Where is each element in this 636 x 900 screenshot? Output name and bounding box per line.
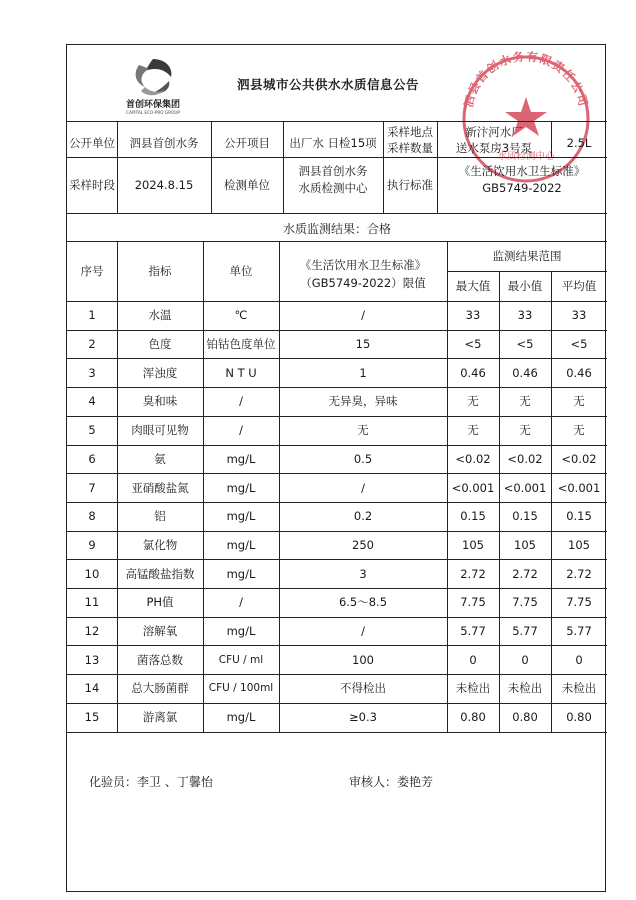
logo-name: 首创环保集团 — [125, 100, 181, 110]
header-limit-line1: 《生活饮用水卫生标准》 — [299, 258, 427, 272]
result-summary: 水质监测结果：合格 — [282, 222, 391, 236]
cell-no: 5 — [88, 423, 96, 438]
grid-line — [67, 157, 607, 158]
page-title: 泗县城市公共供水水质信息公告 — [237, 77, 420, 92]
cell-unit: mg/L — [226, 710, 256, 725]
cell-limit: / — [361, 308, 365, 323]
cell-unit: mg/L — [226, 480, 256, 495]
label-item: 公开项目 — [224, 136, 270, 150]
cell-min: <0.02 — [507, 451, 543, 466]
swirl-logo-icon — [136, 59, 172, 95]
cell-unit: N T U — [225, 365, 257, 380]
label-sample-place: 采样地点 — [387, 125, 433, 139]
cell-unit: CFU / ml — [218, 653, 264, 666]
cell-avg: <0.001 — [557, 480, 601, 495]
header-no: 序号 — [80, 264, 104, 278]
test-org-line1: 泗县首创水务 — [298, 164, 368, 178]
cell-avg: 0 — [575, 652, 583, 667]
cell-avg: 33 — [571, 308, 587, 323]
cell-min: 0.46 — [512, 365, 538, 380]
cell-max: 2.72 — [460, 566, 486, 581]
cell-min: 7.75 — [512, 595, 538, 610]
header-range: 监测结果范围 — [492, 249, 562, 263]
cell-min: 2.72 — [512, 566, 538, 581]
cell-min: 无 — [519, 394, 531, 409]
cell-limit: 无 — [357, 423, 369, 438]
cell-no: 8 — [88, 509, 96, 524]
cell-no: 4 — [88, 394, 96, 409]
seal-text-top: 泗县首创水务有限责任公司 — [461, 49, 591, 109]
cell-indicator: 臭和味 — [142, 394, 178, 409]
cell-no: 12 — [84, 624, 100, 639]
cell-max: 无 — [467, 423, 479, 438]
cell-no: 3 — [88, 365, 96, 380]
cell-avg: <5 — [570, 337, 588, 352]
cell-avg: 7.75 — [566, 595, 592, 610]
cell-avg: 0.15 — [566, 509, 592, 524]
cell-min: 无 — [519, 423, 531, 438]
cell-min: 33 — [517, 308, 533, 323]
cell-indicator: 总大肠菌群 — [131, 681, 189, 696]
cell-avg: 2.72 — [566, 566, 592, 581]
cell-limit: 100 — [352, 652, 374, 667]
cell-avg: 0.46 — [566, 365, 592, 380]
cell-min: 0.80 — [512, 710, 538, 725]
cell-avg: 105 — [568, 537, 590, 552]
cell-limit: 0.5 — [353, 451, 373, 466]
cell-no: 10 — [84, 566, 100, 581]
cell-max: 105 — [462, 537, 484, 552]
cell-no: 15 — [84, 710, 100, 725]
cell-max: 0.46 — [460, 365, 486, 380]
cell-min: 0.15 — [512, 509, 538, 524]
cell-unit: 铂钴色度单位 — [206, 337, 276, 352]
standard-line2: GB5749-2022 — [482, 181, 562, 195]
cell-unit: mg/L — [226, 451, 256, 466]
cell-unit: mg/L — [226, 509, 256, 524]
cell-limit: 15 — [355, 337, 371, 352]
grid-line — [67, 732, 607, 733]
cell-avg: 无 — [573, 423, 585, 438]
cell-min: 未检出 — [507, 681, 543, 696]
logo-subtitle: CAPITAL ECO-PRO GROUP — [126, 110, 180, 115]
cell-min: <5 — [516, 337, 534, 352]
standard-line1: 《生活饮用水卫生标准》 — [458, 164, 586, 178]
cell-min: 105 — [514, 537, 536, 552]
header-indicator: 指标 — [148, 264, 172, 278]
cell-no: 1 — [88, 308, 96, 323]
cell-no: 14 — [84, 681, 100, 696]
cell-unit: / — [239, 595, 243, 610]
header-limit-line2: （GB5749-2022）限值 — [300, 276, 426, 290]
label-standard: 执行标准 — [387, 178, 433, 192]
cell-avg: 未检出 — [561, 681, 597, 696]
cell-limit: 不得检出 — [340, 681, 386, 696]
cell-limit: 3 — [359, 566, 367, 581]
cell-limit: 1 — [359, 365, 367, 380]
cell-avg: 0.80 — [566, 710, 592, 725]
seal-text-bottom: 水质检测中心 — [497, 151, 555, 162]
cell-max: 0 — [469, 652, 477, 667]
label-publisher: 公开单位 — [69, 136, 115, 150]
cell-no: 11 — [84, 595, 100, 610]
test-org-line2: 水质检测中心 — [298, 181, 368, 195]
cell-indicator: 高锰酸盐指数 — [125, 566, 195, 581]
cell-avg: <0.02 — [561, 451, 597, 466]
cell-indicator: 菌落总数 — [137, 652, 183, 667]
cell-min: <0.001 — [503, 480, 547, 495]
label-sample-time: 采样时段 — [69, 178, 115, 192]
header-max: 最大值 — [455, 279, 491, 293]
cell-unit: mg/L — [226, 566, 256, 581]
item-value: 出厂水 日检15项 — [289, 136, 377, 150]
cell-limit: / — [361, 624, 365, 639]
cell-limit: 6.5～8.5 — [338, 595, 388, 610]
cell-indicator: 游离氯 — [142, 710, 178, 725]
cell-indicator: 肉眼可见物 — [131, 423, 189, 438]
cell-indicator: 铝 — [154, 509, 166, 524]
cell-max: 无 — [467, 394, 479, 409]
cell-max: 7.75 — [460, 595, 486, 610]
cell-limit: 无异臭，异味 — [328, 394, 398, 409]
cell-no: 6 — [88, 451, 96, 466]
cell-unit: mg/L — [226, 537, 256, 552]
cell-limit: ≥0.3 — [349, 710, 377, 725]
cell-min: 5.77 — [512, 624, 538, 639]
cell-limit: / — [361, 480, 365, 495]
cell-no: 2 — [88, 337, 96, 352]
cell-no: 9 — [88, 537, 96, 552]
cell-max: 未检出 — [455, 681, 491, 696]
notice-sheet — [66, 44, 606, 892]
cell-avg: 无 — [573, 394, 585, 409]
cell-no: 13 — [84, 652, 100, 667]
cell-indicator: PH值 — [146, 595, 174, 610]
cell-max: 0.80 — [460, 710, 486, 725]
cell-unit: / — [239, 423, 243, 438]
cell-unit: mg/L — [226, 624, 256, 639]
cell-unit: ℃ — [234, 308, 248, 323]
sample-quantity: 2.5L — [566, 136, 592, 150]
cell-max: <5 — [464, 337, 482, 352]
grid-line — [67, 213, 607, 214]
cell-indicator: 溶解氧 — [142, 624, 178, 639]
reviewer-signature: 审核人：娄艳芳 — [349, 775, 434, 789]
label-sample-quantity: 采样数量 — [387, 141, 433, 155]
sample-time-value: 2024.8.15 — [134, 178, 194, 192]
sample-place-line2: 送水泵房3号泵 — [455, 141, 533, 155]
cell-max: 33 — [465, 308, 481, 323]
company-logo — [115, 55, 191, 115]
cell-no: 7 — [88, 480, 96, 495]
header-unit: 单位 — [229, 264, 253, 278]
sample-place-line1: 新汴河水厂 — [465, 125, 523, 139]
cell-unit: / — [239, 394, 243, 409]
cell-indicator: 水温 — [148, 308, 172, 323]
cell-indicator: 氨 — [154, 451, 166, 466]
tester-signature: 化验员：李卫 、丁馨怡 — [89, 775, 213, 789]
cell-indicator: 色度 — [148, 337, 172, 352]
cell-limit: 0.2 — [353, 509, 373, 524]
header-min: 最小值 — [507, 279, 543, 293]
cell-max: 0.15 — [460, 509, 486, 524]
header-avg: 平均值 — [561, 279, 597, 293]
publisher-value: 泗县首创水务 — [129, 136, 199, 150]
cell-avg: 5.77 — [566, 624, 592, 639]
cell-limit: 250 — [352, 537, 374, 552]
cell-max: <0.001 — [451, 480, 495, 495]
label-test-org: 检测单位 — [224, 178, 270, 192]
cell-indicator: 氯化物 — [142, 537, 178, 552]
cell-min: 0 — [521, 652, 529, 667]
cell-max: <0.02 — [455, 451, 491, 466]
cell-indicator: 浑浊度 — [142, 365, 178, 380]
cell-max: 5.77 — [460, 624, 486, 639]
cell-unit: CFU / 100ml — [208, 682, 274, 695]
grid-line — [67, 121, 607, 122]
cell-indicator: 亚硝酸盐氮 — [131, 480, 189, 495]
